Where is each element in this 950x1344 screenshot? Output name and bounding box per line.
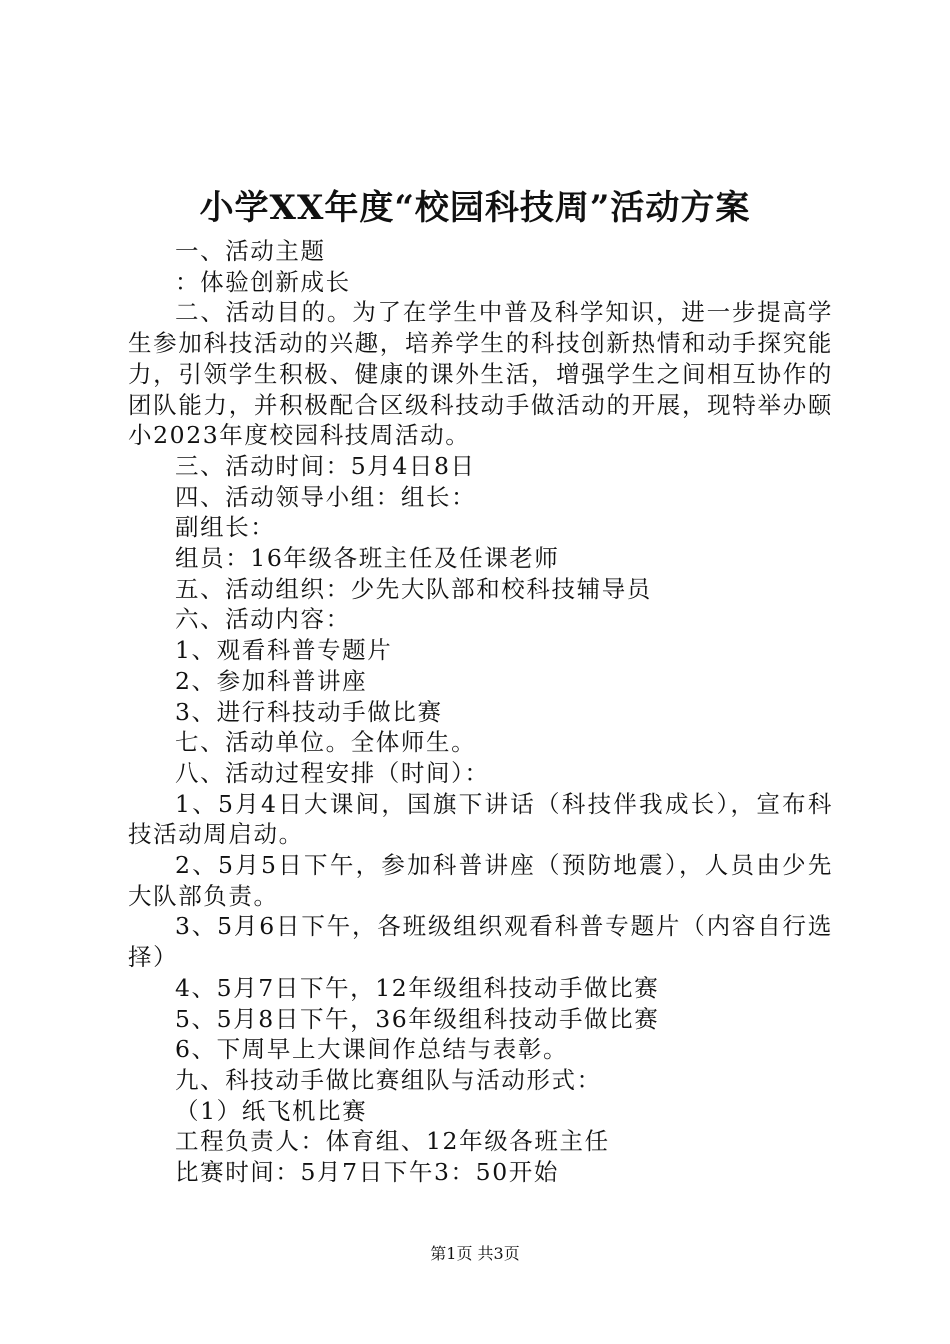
paragraph: 5、5月8日下午，36年级组科技动手做比赛 <box>175 1004 660 1033</box>
paragraph: ：体验创新成长 <box>175 267 351 296</box>
paragraph: 七、活动单位。全体师生。 <box>175 728 477 757</box>
paragraph: 2、参加科普讲座 <box>175 666 368 695</box>
paragraph: 一、活动主题 <box>175 237 326 265</box>
paragraph: 九、科技动手做比赛组队与活动形式： <box>175 1065 602 1094</box>
paragraph: 工程负责人：体育组、12年级各班主任 <box>175 1127 610 1156</box>
page-footer: 第1页 共3页 <box>430 1244 520 1263</box>
paragraph: 八、活动过程安排（时间）： <box>175 758 490 787</box>
paragraph: 六、活动内容： <box>175 605 351 634</box>
paragraph: 副组长： <box>175 513 276 542</box>
document-title: 小学XX年度“校园科技周”活动方案 <box>199 188 751 228</box>
paragraph: 比赛时间：5月7日下午3：50开始 <box>175 1158 559 1187</box>
paragraph: 3、5月6日下午，各班级组织观看科普专题片（内容自行选择） <box>128 912 833 972</box>
paragraph: 2、5月5日下午，参加科普讲座（预防地震），人员由少先大队部负责。 <box>128 851 833 910</box>
paragraph: 6、下周早上大课间作总结与表彰。 <box>175 1035 569 1064</box>
paragraph: 四、活动领导小组：组长： <box>175 482 477 511</box>
paragraph: 4、5月7日下午，12年级组科技动手做比赛 <box>175 973 660 1002</box>
paragraph: 五、活动组织：少先大队部和校科技辅导员 <box>175 574 652 603</box>
paragraph: 3、进行科技动手做比赛 <box>175 697 443 726</box>
paragraph: 三、活动时间：5月4日8日 <box>175 451 476 480</box>
paragraph: 1、5月4日大课间，国旗下讲话（科技伴我成长），宣布科技活动周启动。 <box>128 789 833 849</box>
paragraph: 1、观看科普专题片 <box>175 636 393 665</box>
paragraph: 二、活动目的。为了在学生中普及科学知识，进一步提高学生参加科技活动的兴趣，培养学生的科技创新热情和动手探究能力，引领学生积极、健康的课外生活，增强学生之间相互协作的团队能力，并积极配合区级科技动手做活动的开展，现特举办颐小2023年度校园科技周活动。 <box>128 298 833 450</box>
paragraph: 组员：16年级各班主任及任课老师 <box>175 544 560 573</box>
paragraph: （1）纸飞机比赛 <box>175 1096 368 1125</box>
document-body <box>128 236 833 1188</box>
